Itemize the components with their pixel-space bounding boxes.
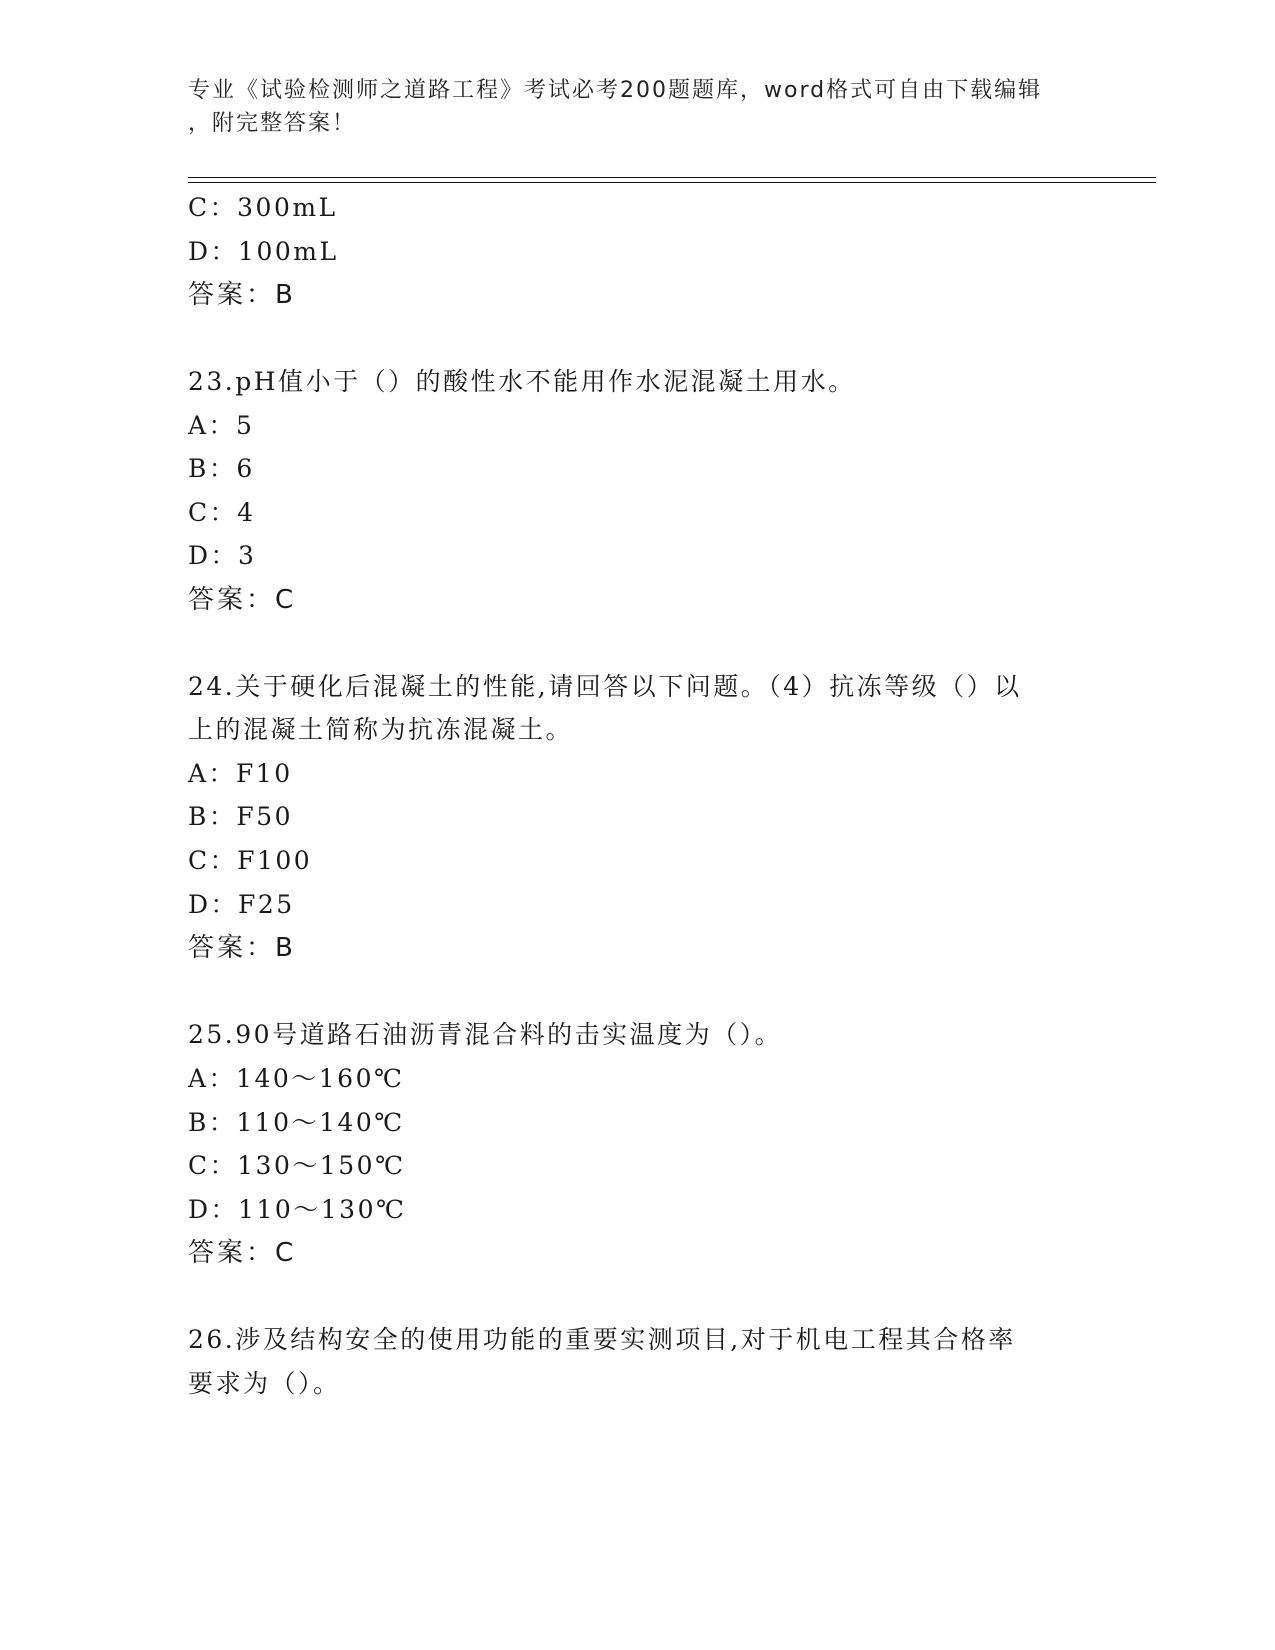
q23-option-b: B：6 — [188, 454, 255, 483]
q25-option-c: C：130～150℃ — [188, 1151, 406, 1180]
q23-option-c: C：4 — [188, 498, 256, 527]
q25-option-d: D：110～130℃ — [188, 1195, 407, 1224]
q24-option-d: D：F25 — [188, 890, 295, 919]
q23-option-d: D：3 — [188, 541, 257, 570]
q23-option-a: A：5 — [188, 411, 255, 440]
q23-answer: 答案：C — [188, 585, 297, 615]
header-line-1: 专业《试验检测师之道路工程》考试必考200题题库，word格式可自由下载编辑 — [188, 78, 1043, 103]
q24-option-b: B：F50 — [188, 802, 294, 831]
q22-option-c: C：300mL — [188, 193, 338, 222]
header-line-2: ，附完整答案！ — [188, 111, 357, 136]
q22-answer: 答案：B — [188, 280, 296, 310]
q24-answer: 答案：B — [188, 933, 296, 963]
q26-stem-line-2: 要求为（）。 — [188, 1369, 341, 1398]
q23-stem: 23.pH值小于（）的酸性水不能用作水泥混凝土用水。 — [188, 367, 856, 396]
header-divider-bottom — [188, 182, 1156, 183]
q24-option-c: C：F100 — [188, 846, 313, 875]
q22-option-d: D：100mL — [188, 237, 339, 266]
document-header — [188, 74, 1088, 140]
q26-stem-line-1: 26.涉及结构安全的使用功能的重要实测项目,对于机电工程其合格率 — [188, 1325, 1016, 1354]
q25-answer: 答案：C — [188, 1238, 297, 1268]
q24-stem-line-2: 上的混凝土简称为抗冻混凝土。 — [188, 715, 574, 744]
header-divider-top — [188, 177, 1156, 178]
q25-option-b: B：110～140℃ — [188, 1108, 405, 1137]
q25-option-a: A：140～160℃ — [188, 1064, 405, 1093]
q25-stem: 25.90号道路石油沥青混合料的击实温度为（）。 — [188, 1020, 783, 1049]
q24-stem-line-1: 24.关于硬化后混凝土的性能,请回答以下问题。（4）抗冻等级（）以 — [188, 672, 1022, 701]
q24-option-a: A：F10 — [188, 759, 293, 788]
